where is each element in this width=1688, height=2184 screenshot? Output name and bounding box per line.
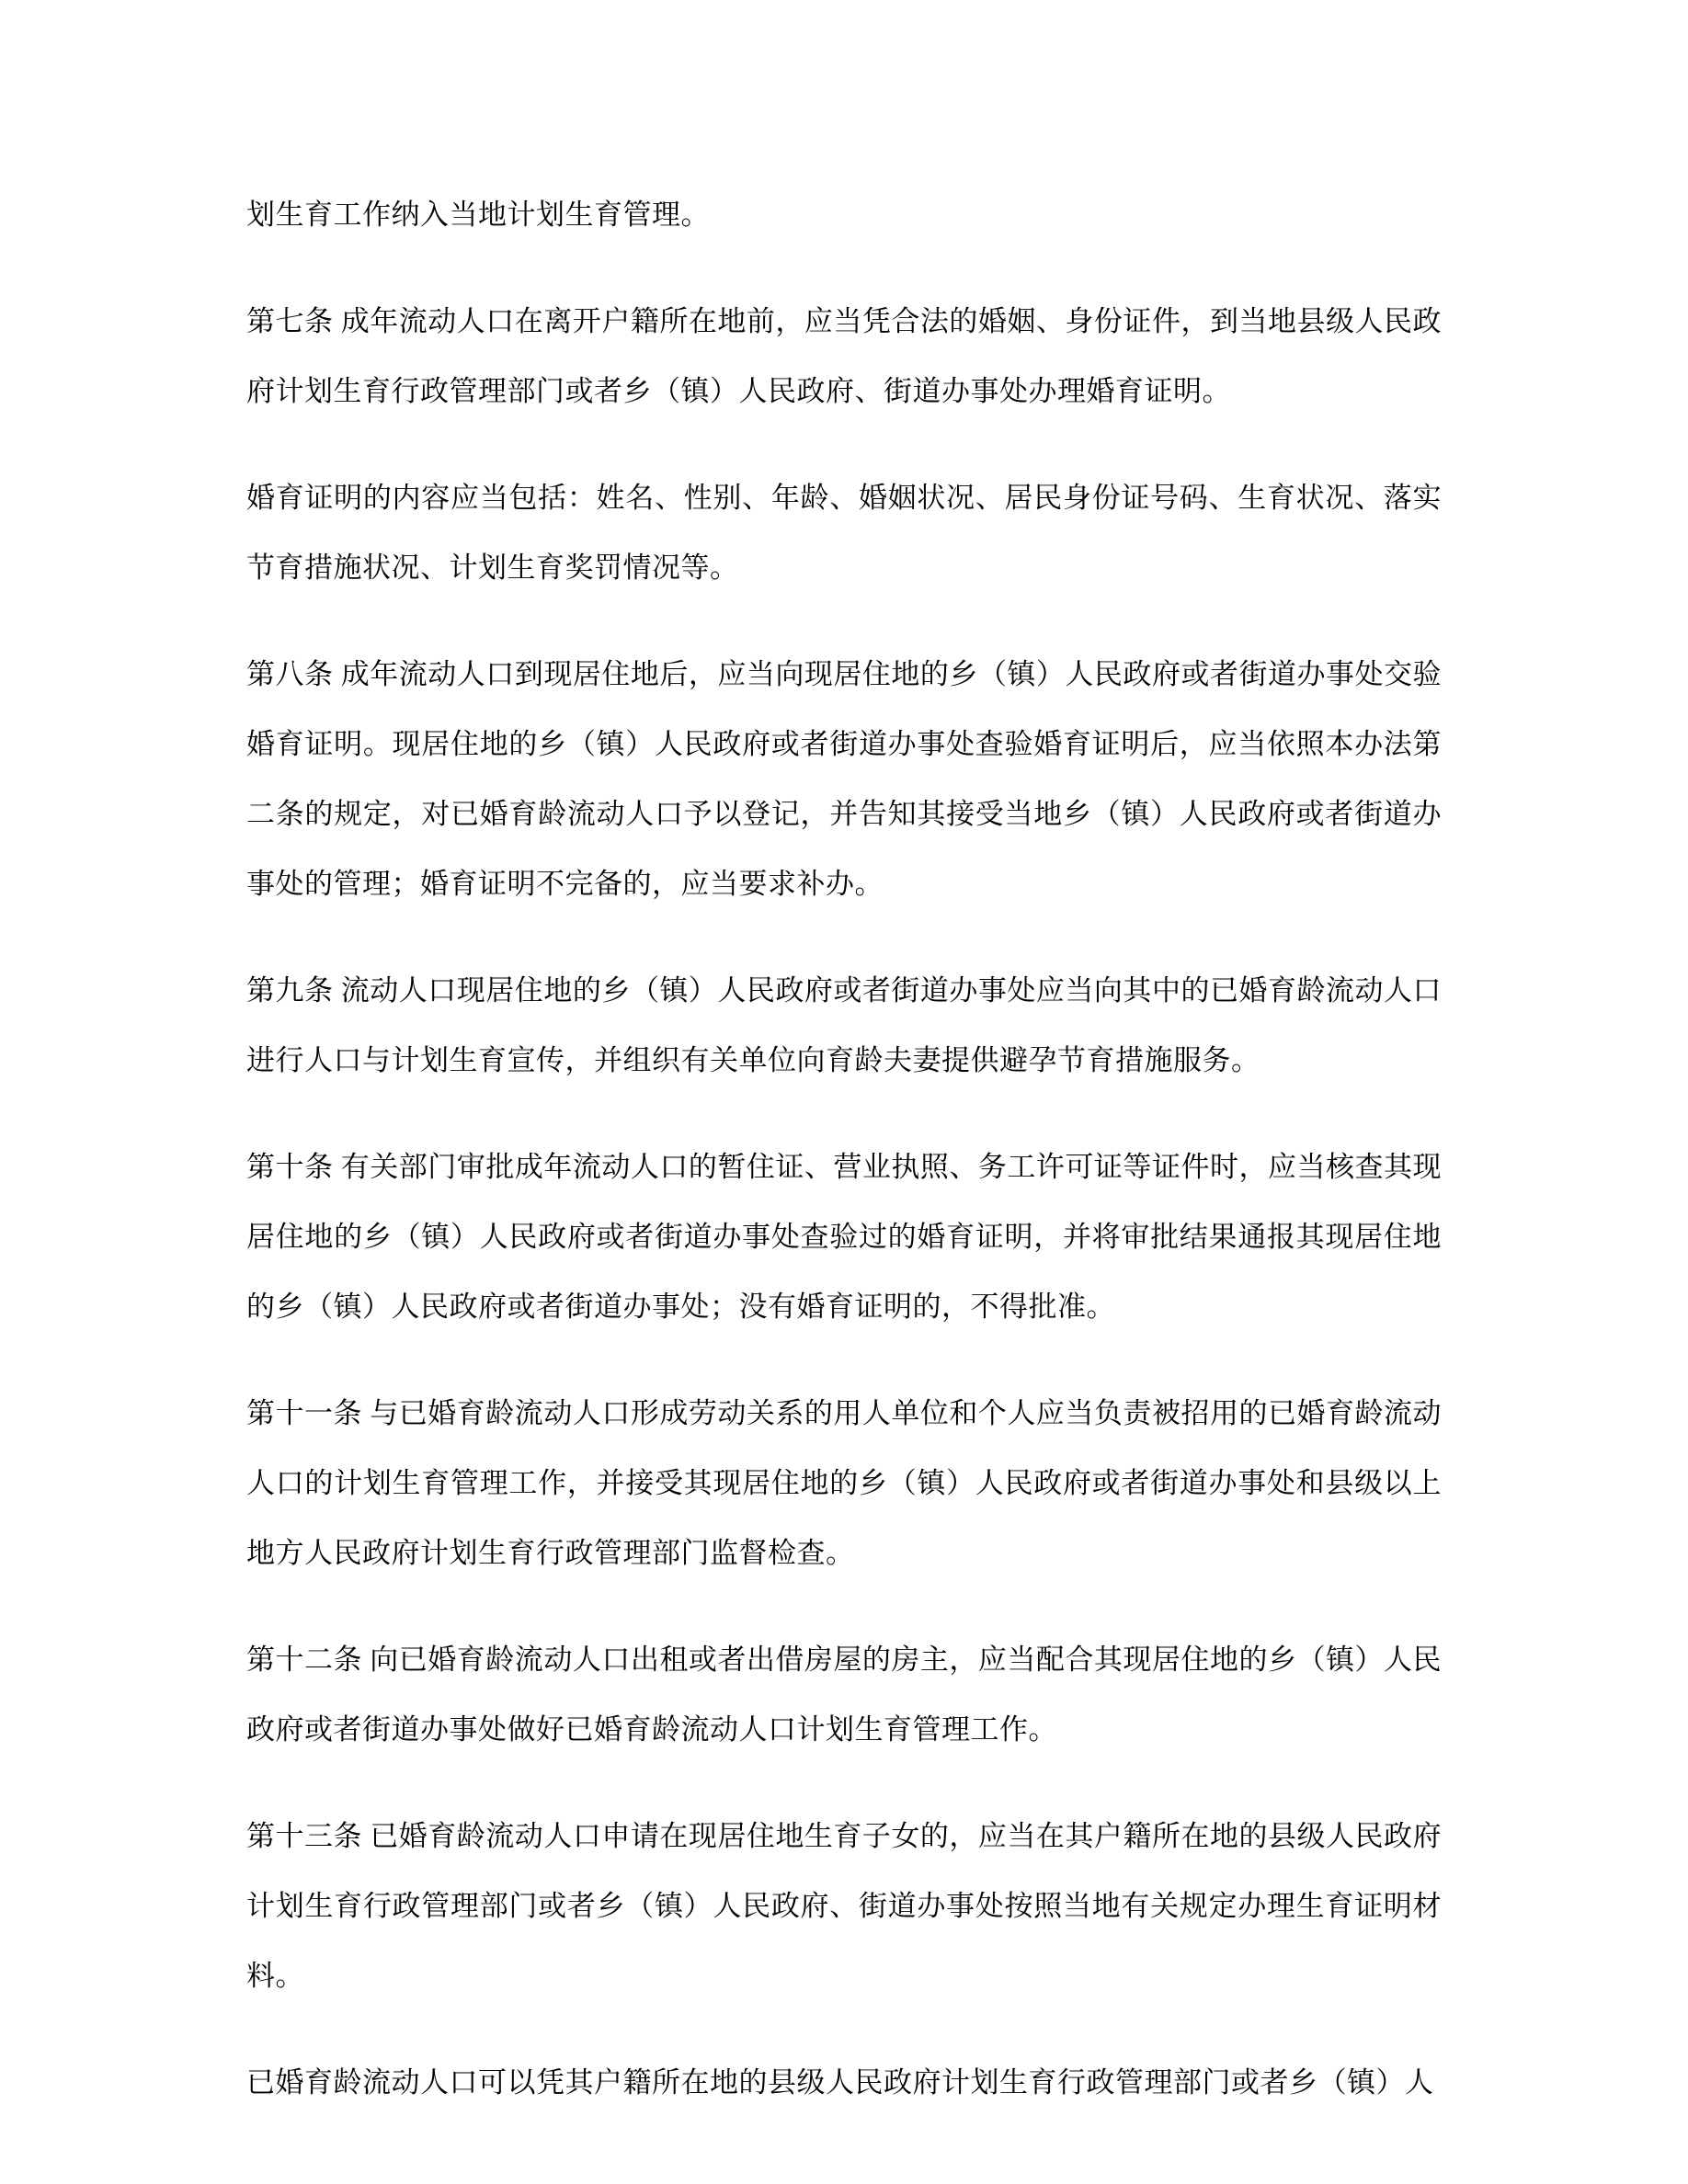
paragraph: 婚育证明的内容应当包括：姓名、性别、年龄、婚姻状况、居民身份证号码、生育状况、落实节育措施状况、计划生育奖罚情况等。 bbox=[246, 482, 1442, 584]
paragraph: 划生育工作纳入当地计划生育管理。 bbox=[246, 199, 710, 231]
paragraph: 已婚育龄流动人口可以凭其户籍所在地的县级人民政府计划生育行政管理部门或者乡（镇）人 bbox=[246, 2066, 1434, 2099]
paragraph: 第十二条 向已婚育龄流动人口出租或者出借房屋的房主，应当配合其现居住地的乡（镇）人民政府或者街道办事处做好已婚育龄流动人口计划生育管理工作。 bbox=[246, 1644, 1442, 1746]
paragraph: 第九条 流动人口现居住地的乡（镇）人民政府或者街道办事处应当向其中的已婚育龄流动人口进行人口与计划生育宣传，并组织有关单位向育龄夫妻提供避孕节育措施服务。 bbox=[246, 974, 1442, 1076]
paragraph: 第十三条 已婚育龄流动人口申请在现居住地生育子女的，应当在其户籍所在地的县级人民政府计划生育行政管理部门或者乡（镇）人民政府、街道办事处按照当地有关规定办理生育证明材料。 bbox=[246, 1820, 1442, 1992]
paragraph: 第七条 成年流动人口在离开户籍所在地前，应当凭合法的婚姻、身份证件，到当地县级人民政府计划生育行政管理部门或者乡（镇）人民政府、街道办事处办理婚育证明。 bbox=[246, 305, 1442, 407]
paragraph: 第八条 成年流动人口到现居住地后，应当向现居住地的乡（镇）人民政府或者街道办事处交验婚育证明。现居住地的乡（镇）人民政府或者街道办事处查验婚育证明后，应当依照本办法第二条的规定，对已婚育龄流动人口予以登记，并告知其接受当地乡（镇）人民政府或者街道办事处的管理；婚育证明不完备的，应当要求补办。 bbox=[246, 658, 1442, 900]
document-body bbox=[246, 180, 1442, 2118]
paragraph: 第十条 有关部门审批成年流动人口的暂住证、营业执照、务工许可证等证件时，应当核查其现居住地的乡（镇）人民政府或者街道办事处查验过的婚育证明，并将审批结果通报其现居住地的乡（镇）人民政府或者街道办事处；没有婚育证明的，不得批准。 bbox=[246, 1151, 1442, 1323]
paragraph: 第十一条 与已婚育龄流动人口形成劳动关系的用人单位和个人应当负责被招用的已婚育龄流动人口的计划生育管理工作，并接受其现居住地的乡（镇）人民政府或者街道办事处和县级以上地方人民政府计划生育行政管理部门监督检查。 bbox=[246, 1397, 1442, 1569]
